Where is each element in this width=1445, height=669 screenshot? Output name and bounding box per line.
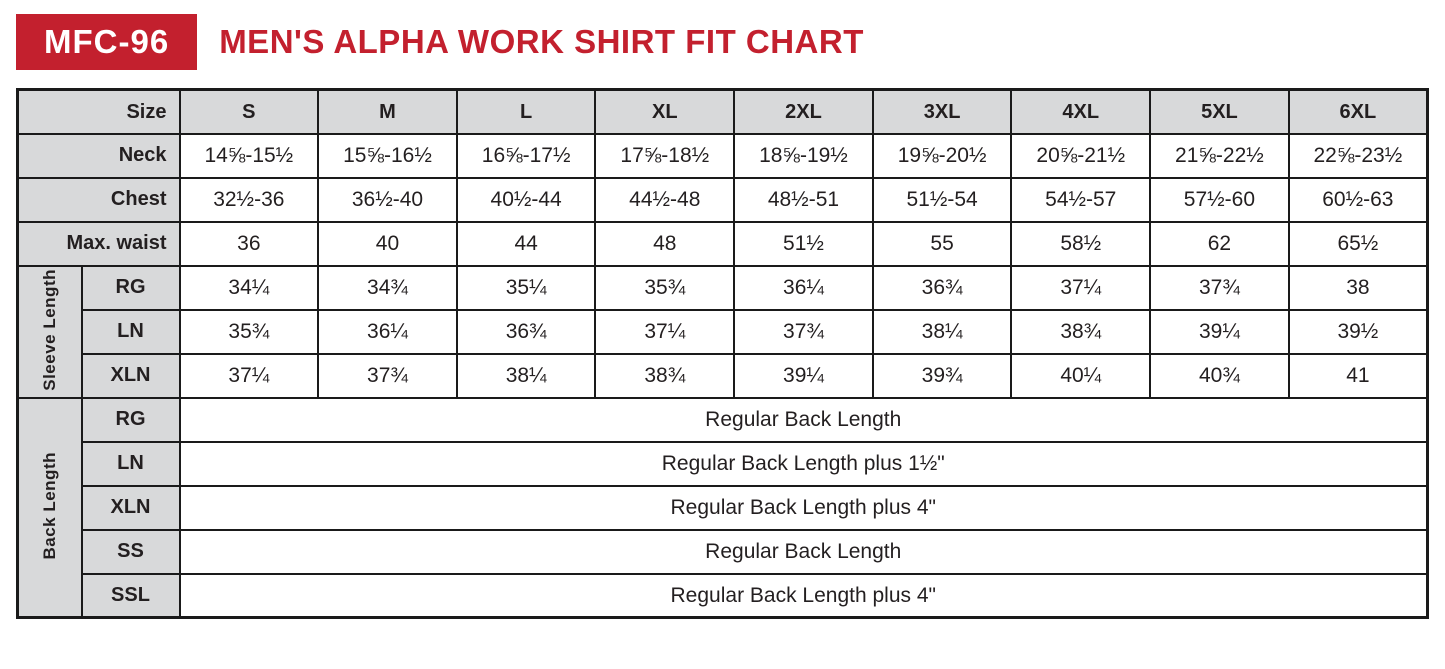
waist-value-cell: 48 bbox=[595, 222, 734, 266]
sleeve-value-cell: 36¾ bbox=[457, 310, 596, 354]
size-col-header: S bbox=[180, 90, 319, 134]
waist-value-cell: 40 bbox=[318, 222, 457, 266]
sleeve-value-cell: 39¼ bbox=[1150, 310, 1289, 354]
row-label-sleeve-rg: RG bbox=[82, 266, 180, 310]
row-label-neck: Neck bbox=[18, 134, 180, 178]
row-label-back-ln: LN bbox=[82, 442, 180, 486]
table-header-row bbox=[18, 90, 1428, 134]
sleeve-value-cell: 38¼ bbox=[873, 310, 1012, 354]
sleeve-value-cell: 34¼ bbox=[180, 266, 319, 310]
row-label-max-waist: Max. waist bbox=[18, 222, 180, 266]
size-col-header: 4XL bbox=[1011, 90, 1150, 134]
group-label-sleeve-length-text: Sleeve Length bbox=[40, 268, 60, 391]
chest-value-cell: 57½-60 bbox=[1150, 178, 1289, 222]
sleeve-value-cell: 38¼ bbox=[457, 354, 596, 398]
sleeve-value-cell: 39¼ bbox=[734, 354, 873, 398]
waist-value-cell: 36 bbox=[180, 222, 319, 266]
waist-value-cell: 65½ bbox=[1289, 222, 1428, 266]
table-row-sleeve-rg bbox=[18, 266, 1428, 310]
chest-value-cell: 36½-40 bbox=[318, 178, 457, 222]
table-row-neck bbox=[18, 134, 1428, 178]
sleeve-value-cell: 40¼ bbox=[1011, 354, 1150, 398]
table-row-back-ln bbox=[18, 442, 1428, 486]
fit-chart-table bbox=[16, 88, 1429, 619]
sleeve-value-cell: 37¼ bbox=[595, 310, 734, 354]
table-row-back-xln bbox=[18, 486, 1428, 530]
size-col-header: 3XL bbox=[873, 90, 1012, 134]
chest-value-cell: 54½-57 bbox=[1011, 178, 1150, 222]
table-row-max-waist bbox=[18, 222, 1428, 266]
neck-value-cell: 15⅝-16½ bbox=[318, 134, 457, 178]
size-col-header: L bbox=[457, 90, 596, 134]
neck-value-cell: 14⅝-15½ bbox=[180, 134, 319, 178]
sleeve-value-cell: 38 bbox=[1289, 266, 1428, 310]
row-label-chest: Chest bbox=[18, 178, 180, 222]
sleeve-value-cell: 37¼ bbox=[180, 354, 319, 398]
row-label-back-ssl: SSL bbox=[82, 574, 180, 618]
table-row-sleeve-ln bbox=[18, 310, 1428, 354]
chest-value-cell: 32½-36 bbox=[180, 178, 319, 222]
row-label-sleeve-xln: XLN bbox=[82, 354, 180, 398]
neck-value-cell: 21⅝-22½ bbox=[1150, 134, 1289, 178]
waist-value-cell: 55 bbox=[873, 222, 1012, 266]
sleeve-value-cell: 39¾ bbox=[873, 354, 1012, 398]
table-row-back-ssl bbox=[18, 574, 1428, 618]
size-col-header: 2XL bbox=[734, 90, 873, 134]
chest-value-cell: 40½-44 bbox=[457, 178, 596, 222]
page-header bbox=[16, 14, 1429, 70]
back-length-value-cell: Regular Back Length bbox=[180, 398, 1428, 442]
group-label-back-length bbox=[18, 398, 82, 618]
table-row-chest bbox=[18, 178, 1428, 222]
sleeve-value-cell: 38¾ bbox=[595, 354, 734, 398]
table-row-back-ss bbox=[18, 530, 1428, 574]
sleeve-value-cell: 38¾ bbox=[1011, 310, 1150, 354]
chest-value-cell: 48½-51 bbox=[734, 178, 873, 222]
waist-value-cell: 44 bbox=[457, 222, 596, 266]
neck-value-cell: 17⅝-18½ bbox=[595, 134, 734, 178]
product-code-badge: MFC-96 bbox=[16, 14, 197, 70]
sleeve-value-cell: 34¾ bbox=[318, 266, 457, 310]
neck-value-cell: 20⅝-21½ bbox=[1011, 134, 1150, 178]
neck-value-cell: 22⅝-23½ bbox=[1289, 134, 1428, 178]
back-length-value-cell: Regular Back Length plus 4" bbox=[180, 574, 1428, 618]
sleeve-value-cell: 36¼ bbox=[734, 266, 873, 310]
sleeve-value-cell: 35¾ bbox=[595, 266, 734, 310]
group-label-sleeve-length bbox=[18, 266, 82, 398]
size-col-header: 5XL bbox=[1150, 90, 1289, 134]
size-col-header: 6XL bbox=[1289, 90, 1428, 134]
back-length-value-cell: Regular Back Length plus 4" bbox=[180, 486, 1428, 530]
sleeve-value-cell: 40¾ bbox=[1150, 354, 1289, 398]
sleeve-value-cell: 39½ bbox=[1289, 310, 1428, 354]
neck-value-cell: 18⅝-19½ bbox=[734, 134, 873, 178]
sleeve-value-cell: 36¾ bbox=[873, 266, 1012, 310]
sleeve-value-cell: 37¾ bbox=[1150, 266, 1289, 310]
sleeve-value-cell: 41 bbox=[1289, 354, 1428, 398]
page-title: MEN'S ALPHA WORK SHIRT FIT CHART bbox=[219, 23, 864, 61]
sleeve-value-cell: 37¼ bbox=[1011, 266, 1150, 310]
size-col-header: XL bbox=[595, 90, 734, 134]
sleeve-value-cell: 35¼ bbox=[457, 266, 596, 310]
sleeve-value-cell: 37¾ bbox=[318, 354, 457, 398]
row-label-sleeve-ln: LN bbox=[82, 310, 180, 354]
chest-value-cell: 51½-54 bbox=[873, 178, 1012, 222]
row-label-back-rg: RG bbox=[82, 398, 180, 442]
sleeve-value-cell: 37¾ bbox=[734, 310, 873, 354]
sleeve-value-cell: 35¾ bbox=[180, 310, 319, 354]
back-length-value-cell: Regular Back Length plus 1½" bbox=[180, 442, 1428, 486]
sleeve-value-cell: 36¼ bbox=[318, 310, 457, 354]
chest-value-cell: 44½-48 bbox=[595, 178, 734, 222]
waist-value-cell: 58½ bbox=[1011, 222, 1150, 266]
table-row-sleeve-xln bbox=[18, 354, 1428, 398]
size-header-cell: Size bbox=[18, 90, 180, 134]
neck-value-cell: 19⅝-20½ bbox=[873, 134, 1012, 178]
waist-value-cell: 62 bbox=[1150, 222, 1289, 266]
neck-value-cell: 16⅝-17½ bbox=[457, 134, 596, 178]
table-row-back-rg bbox=[18, 398, 1428, 442]
size-col-header: M bbox=[318, 90, 457, 134]
group-label-back-length-text: Back Length bbox=[40, 451, 60, 560]
waist-value-cell: 51½ bbox=[734, 222, 873, 266]
chest-value-cell: 60½-63 bbox=[1289, 178, 1428, 222]
back-length-value-cell: Regular Back Length bbox=[180, 530, 1428, 574]
row-label-back-xln: XLN bbox=[82, 486, 180, 530]
row-label-back-ss: SS bbox=[82, 530, 180, 574]
